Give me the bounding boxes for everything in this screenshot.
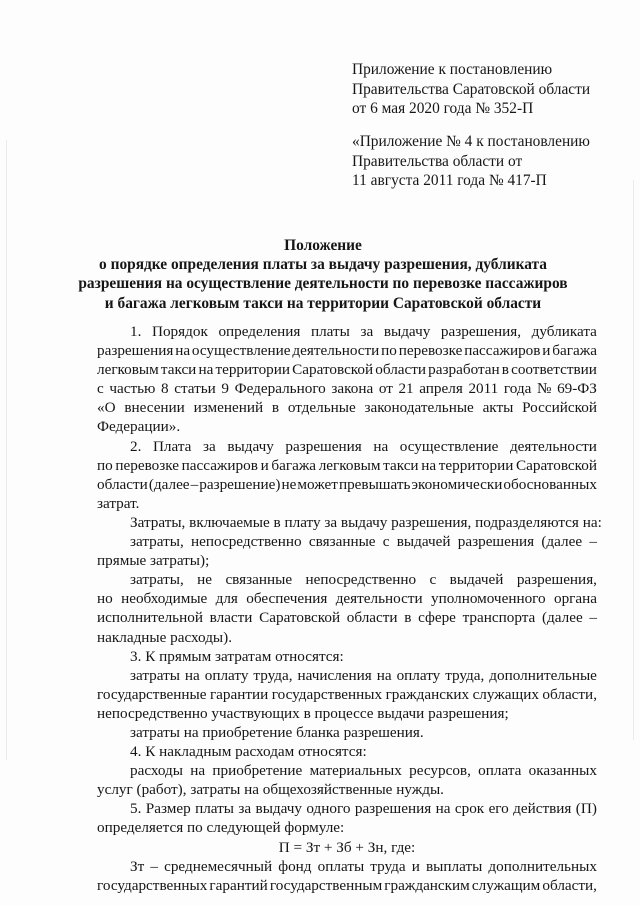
word: разрешения — [97, 342, 174, 360]
word: разрешения — [457, 533, 535, 551]
word: пассажиров — [464, 342, 541, 360]
word: срок — [454, 800, 485, 818]
line-text: определяется по следующей формуле: — [97, 819, 345, 837]
document-body — [97, 322, 602, 895]
body-line — [97, 494, 597, 513]
word: Плата — [152, 437, 192, 455]
body-line — [97, 360, 597, 379]
word: власти — [209, 609, 253, 627]
word: государственным — [269, 876, 383, 894]
word: частью — [109, 380, 156, 398]
document-title — [60, 236, 586, 313]
body-line — [97, 437, 597, 456]
word: акты — [482, 399, 514, 417]
word: соответствии — [511, 361, 597, 379]
word: уполномоченного — [431, 590, 546, 608]
word: области — [346, 609, 398, 627]
word: не — [281, 475, 297, 493]
word: государственных — [271, 685, 383, 703]
word: платы — [310, 323, 350, 340]
word: оплату — [204, 666, 249, 684]
word: с — [429, 571, 437, 589]
title-line: разрешения на осуществление деятельности по перевозке пассажиров — [78, 275, 568, 293]
word: деятельности — [335, 590, 423, 608]
word: (П) — [575, 800, 597, 818]
word: превышать — [338, 475, 411, 493]
line-text: накладные расходы). — [97, 628, 232, 646]
body-line — [97, 704, 597, 723]
body-line — [97, 341, 597, 360]
appendix-reference-2 — [352, 132, 612, 191]
word: одного — [306, 800, 351, 818]
body-line — [97, 876, 597, 895]
body-line — [97, 799, 597, 818]
word: связанные — [225, 571, 293, 589]
word: государственных — [97, 876, 208, 894]
word: фонд — [278, 857, 312, 875]
word: (далее — [541, 533, 583, 551]
word: 1. — [130, 323, 142, 340]
word: исполнительной — [97, 609, 203, 627]
word: для — [215, 590, 238, 608]
word: деятельности — [292, 342, 380, 360]
word: на — [190, 762, 206, 780]
word: изменений — [193, 399, 264, 417]
word: разрешения, — [440, 323, 522, 340]
word: но — [97, 590, 113, 608]
word: такси — [160, 361, 197, 379]
word: в — [404, 609, 412, 627]
title-line: и багажа легковым такси на территории Саратовской области — [104, 294, 542, 312]
word: оказанных — [528, 762, 597, 780]
word: разработан — [428, 361, 500, 379]
body-line — [97, 818, 597, 837]
body-line — [97, 513, 602, 532]
word: непосредственно — [191, 533, 302, 551]
word: от — [378, 380, 393, 398]
body-line — [97, 628, 597, 647]
body-line — [97, 532, 597, 551]
word: в — [501, 361, 509, 379]
appendix-line: 11 августа 2011 года № 417-П — [352, 172, 547, 189]
word: материальных — [309, 762, 402, 780]
word: дубликата — [531, 323, 597, 340]
body-line — [97, 723, 597, 742]
appendix-reference-1 — [352, 60, 612, 119]
word: его — [488, 800, 509, 818]
word: за — [203, 437, 216, 455]
word: осуществление — [399, 437, 499, 455]
word: отдельные — [287, 399, 356, 417]
word: осуществление — [191, 342, 291, 360]
word: территории — [438, 456, 514, 474]
word: разрешения, — [516, 571, 597, 589]
word: по — [381, 342, 397, 360]
word: разрешение) — [199, 475, 281, 493]
word: статьи — [174, 380, 216, 398]
word: необходимые — [121, 590, 208, 608]
word: Российской — [522, 399, 597, 417]
word: области, — [542, 685, 597, 703]
word: обеспечения — [246, 590, 328, 608]
word: (далее — [541, 609, 583, 627]
word: среднемесячный — [164, 857, 273, 875]
word: 9 — [221, 380, 230, 398]
word: на — [376, 666, 392, 684]
line-text: 4. К накладным расходам относятся: — [130, 743, 367, 761]
appendix-line: Приложение к постановлению — [352, 61, 553, 78]
word: внесении — [124, 399, 185, 417]
word: за — [360, 323, 374, 340]
word: связанные — [308, 533, 376, 551]
line-text: затрат. — [97, 494, 140, 512]
word: оплата — [478, 762, 522, 780]
word: гражданским — [384, 876, 470, 894]
word: такси — [383, 456, 419, 474]
word: на — [373, 437, 389, 455]
line-text: Затраты, включаемые в плату за выдачу разрешения, подразделяются на: — [130, 513, 602, 531]
word: служащим — [471, 876, 541, 894]
word: не — [197, 571, 213, 589]
word: дополнительных — [488, 857, 597, 875]
word: 5. — [130, 800, 142, 818]
body-line — [97, 742, 597, 761]
body-line — [97, 398, 597, 417]
word: закона — [331, 380, 374, 398]
word: приобретение — [212, 762, 303, 780]
word: деятельности — [509, 437, 597, 455]
word: на — [184, 666, 200, 684]
word: труда — [370, 857, 406, 875]
word: 8 — [161, 380, 169, 398]
title-heading: Положение — [284, 237, 362, 254]
word: труда, — [253, 666, 293, 684]
title-line: о порядке определения платы за выдачу разрешения, дубликата — [99, 256, 547, 274]
word: – — [150, 857, 158, 875]
word: разрешения — [354, 800, 432, 818]
word: служащих — [472, 685, 539, 703]
body-line — [97, 551, 597, 570]
body-line — [97, 379, 597, 398]
word: «О — [97, 399, 116, 417]
word: разрешения — [285, 437, 362, 455]
word: перевозке — [115, 456, 179, 474]
word: за — [238, 800, 252, 818]
word: территории — [215, 361, 291, 379]
word: – — [589, 533, 597, 551]
body-line — [97, 838, 597, 857]
word: и — [260, 456, 269, 474]
word: 2. — [130, 437, 142, 455]
word: и — [542, 342, 551, 360]
body-line — [97, 666, 597, 685]
appendix-line: от 6 мая 2020 года № 352-П — [352, 100, 534, 117]
word: выдачей — [449, 571, 504, 589]
word: гарантии — [209, 685, 269, 703]
word: оплаты — [317, 857, 365, 875]
word: пассажиров — [181, 456, 258, 474]
word: на — [435, 800, 451, 818]
word: перевозке — [398, 342, 463, 360]
word: Размер — [145, 800, 191, 818]
line-text: услуг (работ), затраты на общехозяйственные нужды. — [97, 781, 444, 799]
word: – — [589, 609, 597, 627]
word: начисления — [297, 666, 372, 684]
word: действия — [513, 800, 572, 818]
word: Федерального — [234, 380, 326, 398]
appendix-line: Правительства Саратовской области — [352, 80, 591, 98]
word: и — [411, 857, 420, 875]
word: может — [297, 475, 338, 493]
word: на — [198, 361, 214, 379]
word: сфере — [418, 609, 456, 627]
word: легковым — [318, 456, 381, 474]
body-line — [97, 857, 597, 876]
word: 69-ФЗ — [557, 380, 597, 398]
body-line — [97, 570, 597, 589]
word: труда, — [445, 666, 485, 684]
word: ресурсов, — [409, 762, 471, 780]
word: затраты — [130, 666, 180, 684]
line-text: П = Зт + Зб + Зн, где: — [278, 838, 416, 856]
word: непосредственно — [305, 571, 417, 589]
word: области — [375, 361, 427, 379]
body-line — [97, 608, 597, 627]
word: 2011 — [468, 380, 499, 398]
word: затраты, — [130, 533, 184, 551]
body-line — [97, 647, 597, 666]
body-line — [97, 780, 597, 799]
word: 21 — [398, 380, 414, 398]
word: гарантий — [209, 876, 268, 894]
word: выдачу — [255, 800, 302, 818]
word: выплаты — [426, 857, 483, 875]
line-text: прямые затраты); — [97, 552, 210, 570]
word: на — [421, 456, 437, 474]
word: затраты, — [130, 571, 184, 589]
line-text: 3. К прямым затратам относятся: — [130, 647, 344, 665]
scan-margin-artifact — [633, 180, 634, 740]
body-line — [97, 456, 597, 475]
word: – — [190, 475, 199, 493]
word: оплату — [396, 666, 441, 684]
word: гражданских — [385, 685, 470, 703]
line-text: непосредственно участвующих в процессе выдачи разрешения; — [97, 704, 509, 722]
word: (далее — [148, 475, 190, 493]
word: определения — [218, 323, 301, 340]
word: по — [97, 456, 113, 474]
word: апреля — [419, 380, 463, 398]
body-line — [97, 475, 597, 494]
body-line — [97, 322, 597, 341]
word: платы — [195, 800, 234, 818]
word: государственные — [97, 685, 207, 703]
word: выдачу — [383, 323, 431, 340]
word: расходы — [130, 762, 183, 780]
body-line — [97, 417, 597, 436]
word: в — [271, 399, 280, 417]
body-line — [97, 589, 597, 608]
word: органа — [553, 590, 597, 608]
word: Порядок — [152, 323, 208, 340]
word: Саратовской — [259, 609, 341, 627]
word: Саратовской — [292, 361, 374, 379]
word: года — [503, 380, 532, 398]
word: выдачей — [396, 533, 451, 551]
word: транспорта — [462, 609, 536, 627]
word: экономически — [411, 475, 503, 493]
word: дополнительные — [489, 666, 597, 684]
appendix-line: Правительства области от — [352, 152, 523, 170]
word: области, — [542, 876, 597, 894]
word: обоснованных — [503, 475, 597, 493]
line-text: Федерации». — [97, 418, 181, 436]
body-line — [97, 761, 597, 780]
appendix-line: «Приложение № 4 к постановлению — [352, 133, 590, 150]
body-line — [97, 685, 597, 704]
word: багажа — [271, 456, 317, 474]
word: багажа — [552, 342, 597, 360]
word: области — [97, 475, 148, 493]
word: выдачу — [227, 437, 274, 455]
word: легковым — [97, 361, 159, 379]
word: № — [536, 380, 552, 398]
word: с — [97, 380, 104, 398]
line-text: затраты на приобретение бланка разрешения. — [130, 723, 424, 741]
word: на — [175, 342, 191, 360]
word: Зт — [130, 857, 145, 875]
word: законодательные — [364, 399, 474, 417]
word: Саратовской — [515, 456, 597, 474]
scan-margin-artifact — [6, 140, 7, 760]
word: с — [382, 533, 390, 551]
